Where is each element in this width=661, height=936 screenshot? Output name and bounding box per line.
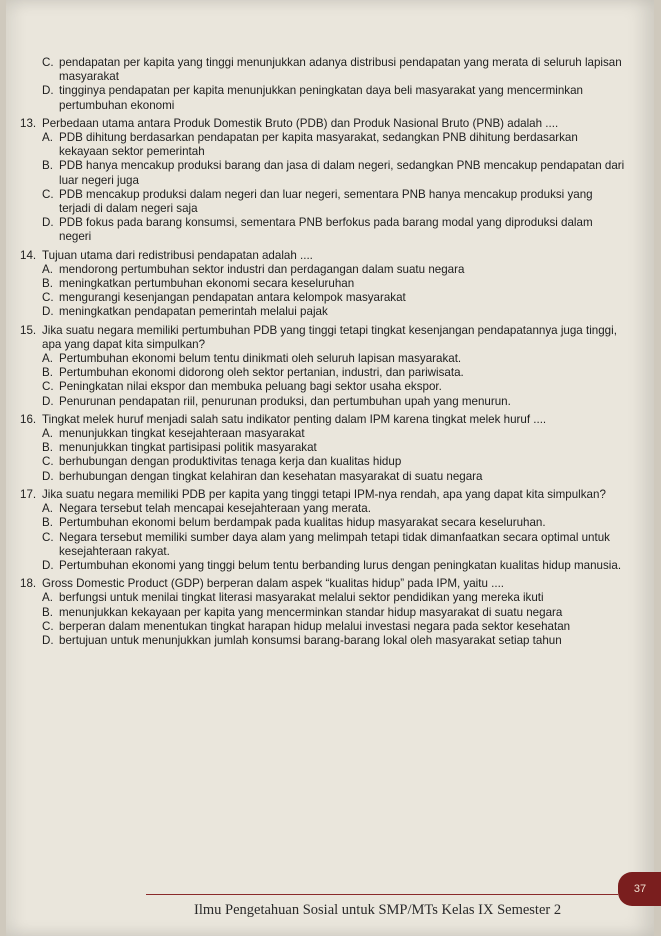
answer-option: [20, 516, 626, 530]
option-text: Pertumbuhan ekonomi didorong oleh sektor pertanian, industri, dan pariwisata.: [59, 366, 464, 380]
option-letter: C.: [42, 380, 54, 394]
answer-option: [20, 84, 626, 112]
answer-option: [20, 263, 626, 277]
option-letter: A.: [42, 131, 53, 145]
answer-option: [20, 427, 626, 441]
option-text: menunjukkan tingkat partisipasi politik masyarakat: [59, 441, 317, 455]
answer-option: [20, 620, 626, 634]
option-text: berperan dalam menentukan tingkat harapan hidup melalui investasi negara pada sektor kesehatan: [59, 619, 571, 633]
option-letter: B.: [42, 277, 53, 291]
option-text: menunjukkan kekayaan per kapita yang mencerminkan standar hidup masyarakat di suatu negara: [59, 605, 563, 619]
option-letter: D.: [42, 469, 54, 483]
option-letter: A.: [42, 352, 53, 366]
option-letter: D.: [42, 633, 54, 647]
answer-option: [20, 277, 626, 291]
option-text: berhubungan dengan produktivitas tenaga kerja dan kualitas hidup: [59, 455, 402, 469]
question-number: 18.: [20, 577, 37, 591]
option-text: Peningkatan nilai ekspor dan membuka peluang bagi sektor usaha ekspor.: [59, 380, 442, 394]
option-letter: A.: [42, 427, 53, 441]
question-number: 16.: [20, 412, 37, 426]
answer-option: [20, 470, 626, 484]
question: [20, 577, 626, 591]
question: [20, 488, 626, 502]
option-text: Negara tersebut memiliki sumber daya alam yang melimpah tetapi tidak dimanfaatkan secara optimal untuk kesejahteraan rakyat.: [59, 530, 610, 558]
option-text: PDB fokus pada barang konsumsi, sementara PNB berfokus pada barang modal yang diproduksi dalam negeri: [59, 216, 593, 244]
answer-option: [20, 606, 626, 620]
option-text: Pertumbuhan ekonomi belum tentu dinikmati oleh seluruh lapisan masyarakat.: [59, 352, 462, 366]
answer-option: [20, 159, 626, 187]
question-text: Jika suatu negara memiliki pertumbuhan PDB yang tinggi tetapi tingkat kesenjangan pendapatannya juga tinggi, apa yang dapat kita simpulkan?: [42, 323, 617, 351]
option-letter: A.: [42, 591, 53, 605]
question: [20, 413, 626, 427]
option-letter: A.: [42, 502, 53, 516]
page-number: 37: [618, 872, 661, 906]
option-text: berfungsi untuk menilai tingkat literasi masyarakat melalui sektor pendidikan yang mereka ikuti: [59, 591, 544, 605]
answer-option: [20, 455, 626, 469]
answer-option: [20, 366, 626, 380]
option-letter: C.: [42, 187, 54, 201]
option-text: berhubungan dengan tingkat kelahiran dan kesehatan masyarakat di suatu negara: [59, 469, 483, 483]
question-number: 17.: [20, 487, 37, 501]
option-text: pendapatan per kapita yang tinggi menunjukkan adanya distribusi pendapatan yang merata di seluruh lapisan masyarakat: [59, 56, 622, 84]
option-letter: D.: [42, 394, 54, 408]
question-text: Gross Domestic Product (GDP) berperan dalam aspek “kualitas hidup” pada IPM, yaitu ....: [42, 577, 505, 591]
option-letter: B.: [42, 159, 53, 173]
question: [20, 249, 626, 263]
answer-option: [20, 216, 626, 244]
option-letter: D.: [42, 558, 54, 572]
option-letter: C.: [42, 291, 54, 305]
answer-option: [20, 559, 626, 573]
answer-option: [20, 56, 626, 84]
option-letter: D.: [42, 84, 54, 98]
option-text: tingginya pendapatan per kapita menunjukkan peningkatan daya beli masyarakat yang mencerminkan pertumbuhan ekonomi: [59, 84, 583, 112]
footer-rule: [146, 894, 618, 895]
question-text: Jika suatu negara memiliki PDB per kapita yang tinggi tetapi IPM-nya rendah, apa yang dapat kita simpulkan?: [42, 487, 606, 501]
option-letter: C.: [42, 455, 54, 469]
question: [20, 117, 626, 131]
question-number: 14.: [20, 248, 37, 262]
option-letter: A.: [42, 262, 53, 276]
option-text: meningkatkan pertumbuhan ekonomi secara keseluruhan: [59, 277, 355, 291]
question-list: [20, 56, 626, 648]
option-letter: B.: [42, 605, 53, 619]
option-text: PDB mencakup produksi dalam negeri dan luar negeri, sementara PNB hanya mencakup produksi yang terjadi di dalam negeri saja: [59, 187, 593, 216]
option-letter: B.: [42, 441, 53, 455]
option-text: bertujuan untuk menunjukkan jumlah konsumsi barang-barang lokal oleh masyarakat setiap tahun: [59, 633, 562, 647]
answer-option: [20, 531, 626, 559]
answer-option: [20, 188, 626, 216]
option-letter: B.: [42, 516, 53, 530]
option-text: PDB dihitung berdasarkan pendapatan per kapita masyarakat, sedangkan PNB dihitung berdasarkan kekayaan sektor pemerintah: [59, 131, 578, 159]
answer-option: [20, 352, 626, 366]
question-number: 13.: [20, 116, 37, 130]
question-text: Tujuan utama dari redistribusi pendapatan adalah ....: [42, 248, 313, 262]
option-text: mengurangi kesenjangan pendapatan antara kelompok masyarakat: [59, 291, 406, 305]
option-text: menunjukkan tingkat kesejahteraan masyarakat: [59, 427, 305, 441]
answer-option: [20, 291, 626, 305]
option-letter: D.: [42, 305, 54, 319]
answer-option: [20, 131, 626, 159]
option-letter: C.: [42, 619, 54, 633]
answer-option: [20, 395, 626, 409]
question-text: Perbedaan utama antara Produk Domestik Bruto (PDB) dan Produk Nasional Bruto (PNB) adalah ....: [42, 116, 559, 130]
option-text: Pertumbuhan ekonomi yang tinggi belum tentu berbanding lurus dengan peningkatan kualitas hidup manusia.: [59, 558, 622, 572]
option-text: mendorong pertumbuhan sektor industri dan perdagangan dalam suatu negara: [59, 262, 465, 276]
question: [20, 324, 626, 352]
option-text: PDB hanya mencakup produksi barang dan jasa di dalam negeri, sedangkan PNB mencakup pendapatan dari luar negeri juga: [59, 159, 625, 187]
answer-option: [20, 305, 626, 319]
answer-option: [20, 634, 626, 648]
option-text: Penurunan pendapatan riil, penurunan produksi, dan pertumbuhan upah yang menurun.: [59, 394, 511, 408]
question-text: Tingkat melek huruf menjadi salah satu indikator penting dalam IPM karena tingkat melek huruf ....: [42, 412, 547, 426]
option-text: Negara tersebut telah mencapai kesejahteraan yang merata.: [59, 502, 371, 516]
book-page: [6, 0, 654, 936]
answer-option: [20, 380, 626, 394]
option-text: Pertumbuhan ekonomi belum berdampak pada kualitas hidup masyarakat secara keseluruhan.: [59, 516, 546, 530]
book-title: Ilmu Pengetahuan Sosial untuk SMP/MTs Kelas IX Semester 2: [194, 902, 562, 918]
answer-option: [20, 591, 626, 605]
answer-option: [20, 441, 626, 455]
option-letter: C.: [42, 56, 54, 69]
option-letter: C.: [42, 530, 54, 544]
option-letter: B.: [42, 366, 53, 380]
question-number: 15.: [20, 323, 37, 337]
option-text: meningkatkan pendapatan pemerintah melalui pajak: [59, 305, 328, 319]
answer-option: [20, 502, 626, 516]
option-letter: D.: [42, 216, 54, 230]
